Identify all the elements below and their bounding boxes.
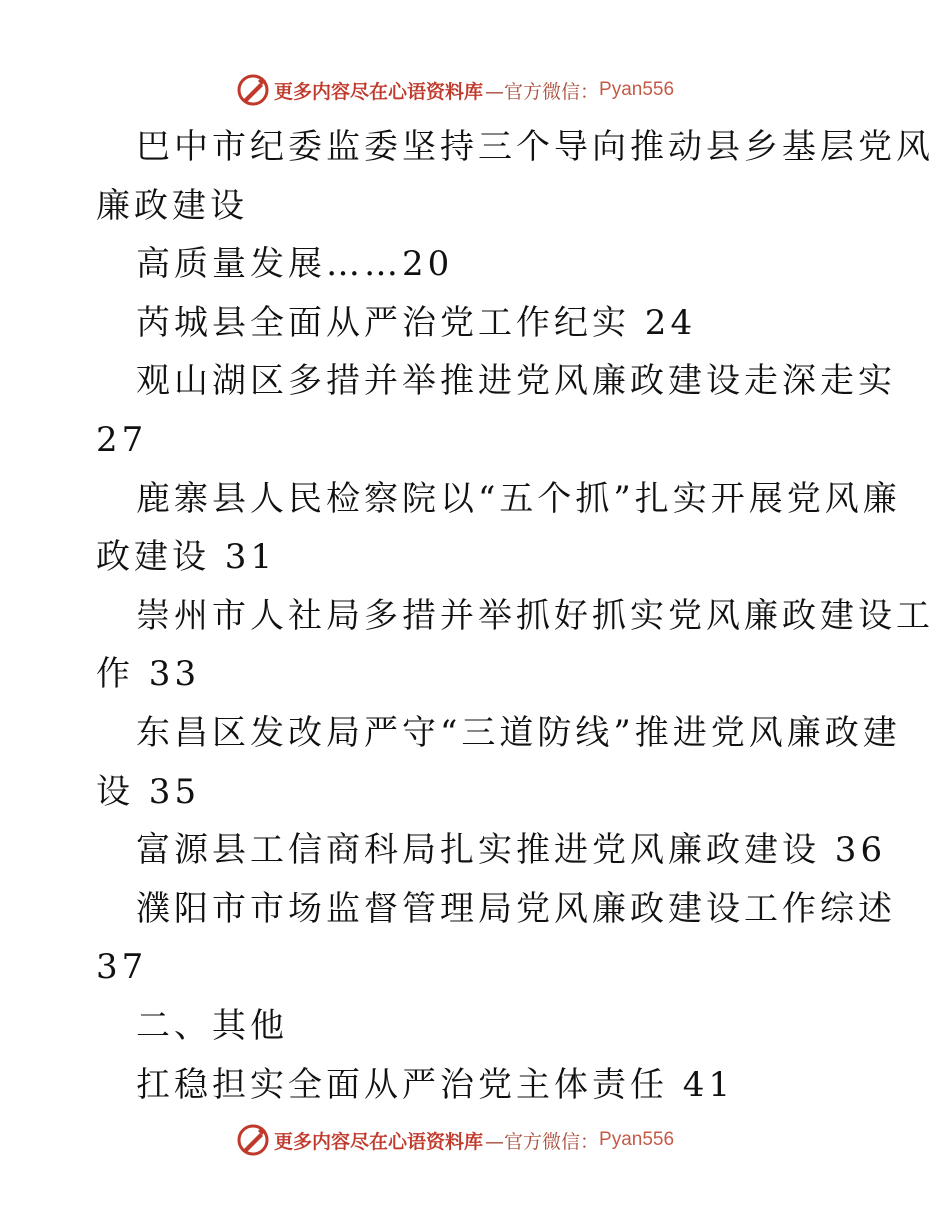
watermark-brand: 更多内容尽在心语资料库 [274,80,484,103]
toc-line: 作 33 [96,654,201,695]
toc-line: 27 [96,419,148,460]
toc-line: 鹿寨县人民检察院以“五个抓”扎实开展党风廉 [136,478,901,519]
watermark-brand: 更多内容尽在心语资料库 [274,1130,484,1153]
toc-line: 政建设 31 [96,537,277,578]
pen-seal-icon [236,1123,270,1157]
toc-line: 东昌区发改局严守“三道防线”推进党风廉政建 [136,712,901,753]
header-watermark [236,72,674,108]
footer-watermark [236,1122,674,1158]
watermark-wechat-id: Pyan556 [599,79,675,100]
toc-line: 巴中市纪委监委坚持三个导向推动县乡基层党风 [136,127,934,167]
watermark-wechat-id: Pyan556 [599,1129,675,1150]
toc-line: 濮阳市市场监督管理局党风廉政建设工作综述 [136,888,896,929]
toc-line: 设 35 [96,771,201,812]
toc-line: 观山湖区多措并举推进党风廉政建设走深走实 [136,361,896,402]
toc-list [96,118,934,1114]
toc-line: 高质量发展……20 [136,244,454,285]
toc-line: 芮城县全面从严治党工作纪实 24 [136,302,697,343]
toc-section-heading: 二、其他 [136,1005,288,1046]
toc-line: 富源县工信商科局扎实推进党风廉政建设 36 [136,830,887,871]
toc-line: 扛稳担实全面从严治党主体责任 41 [136,1064,735,1105]
pen-seal-icon [236,73,270,107]
toc-line: 廉政建设 [96,185,248,226]
watermark-contact-label: —官方微信： [485,80,600,103]
watermark-contact-label: —官方微信： [485,1130,600,1153]
toc-line: 崇州市人社局多措并举抓好抓实党风廉政建设工 [136,595,934,636]
toc-line: 37 [96,947,148,988]
